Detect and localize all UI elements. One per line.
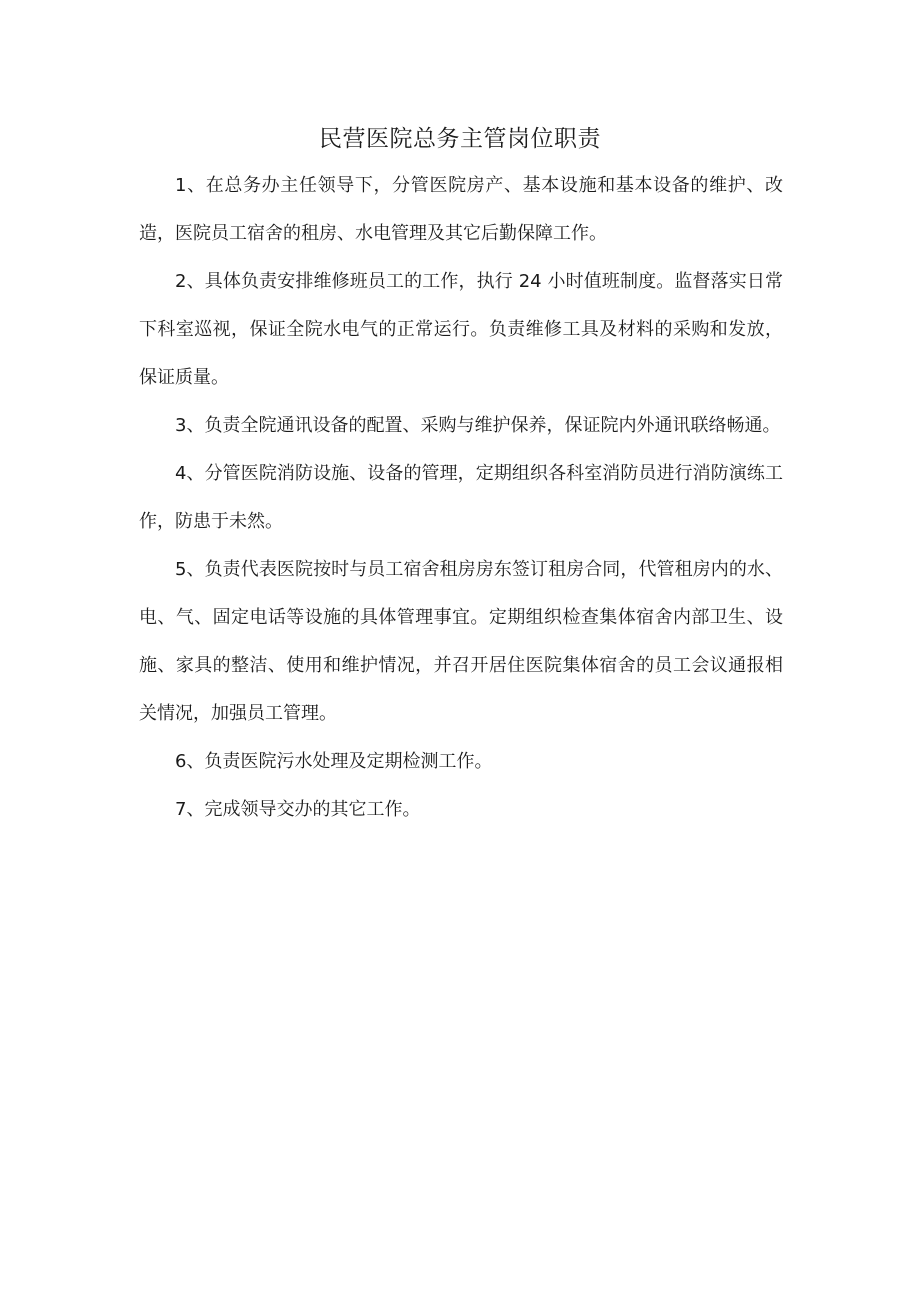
duty-paragraph-2: 2、具体负责安排维修班员工的工作，执行 24 小时值班制度。监督落实日常下科室巡视，保证全院水电气的正常运行。负责维修工具及材料的采购和发放，保证质量。: [139, 271, 783, 388]
duty-paragraph-3: 3、负责全院通讯设备的配置、采购与维护保养，保证院内外通讯联络畅通。: [175, 415, 781, 436]
document-title: 民营医院总务主管岗位职责: [319, 126, 601, 152]
duty-paragraph-6: 6、负责医院污水处理及定期检测工作。: [175, 751, 493, 772]
duty-paragraph-5: 5、负责代表医院按时与员工宿舍租房房东签订租房合同，代管租房内的水、电、气、固定电话等设施的具体管理事宜。定期组织检查集体宿舍内部卫生、设施、家具的整洁、使用和维护情况，并召开居住医院集体宿舍的员工会议通报相关情况，加强员工管理。: [139, 559, 783, 724]
duty-paragraph-4: 4、分管医院消防设施、设备的管理，定期组织各科室消防员进行消防演练工作，防患于未然。: [139, 463, 783, 532]
duty-paragraph-1: 1、在总务办主任领导下，分管医院房产、基本设施和基本设备的维护、改造，医院员工宿舍的租房、水电管理及其它后勤保障工作。: [139, 175, 783, 244]
document-body: [139, 162, 783, 834]
duty-paragraph-7: 7、完成领导交办的其它工作。: [175, 799, 421, 820]
